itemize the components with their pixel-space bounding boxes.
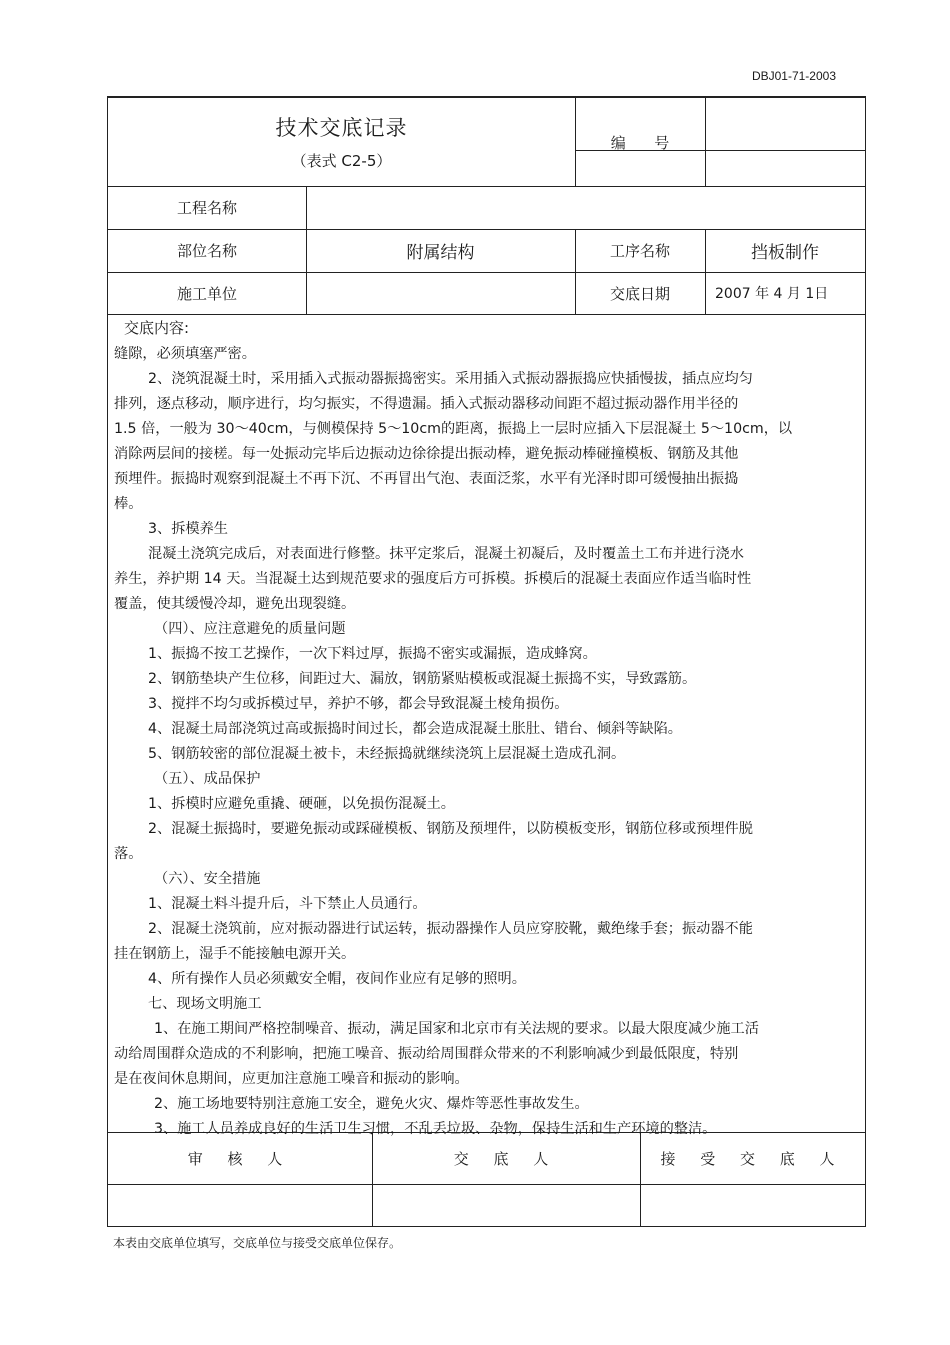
- content-body: [114, 342, 862, 1142]
- content-line: （六）、安全措施: [154, 871, 261, 887]
- content-line: 缝隙，必须填塞严密。: [114, 346, 256, 362]
- form-title: 技术交底记录: [275, 116, 408, 140]
- content-line: 2、混凝土振捣时，要避免振动或踩碰模板、钢筋及预埋件，以防模板变形，钢筋位移或预埋件脱: [148, 821, 753, 837]
- content-line: 挂在钢筋上，湿手不能接触电源开关。: [114, 946, 356, 962]
- disclosure-content: [114, 316, 862, 1142]
- divider: [108, 314, 865, 315]
- content-line: 2、钢筋垫块产生位移，间距过大、漏放，钢筋紧贴模板或混凝土振捣不实，导致露筋。: [148, 671, 697, 687]
- receiver-label: 接 受 交 底 人: [660, 1149, 845, 1168]
- content-line: 2、混凝土浇筑前，应对振动器进行试运转，振动器操作人员应穿胶靴，戴绝缘手套；振动器不能: [148, 921, 753, 937]
- number-field-2[interactable]: [705, 150, 865, 186]
- content-line: 1、在施工期间严格控制噪音、振动，满足国家和北京市有关法规的要求。以最大限度减少施工活: [154, 1021, 759, 1037]
- presenter-label: 交 底 人: [453, 1149, 559, 1168]
- footnote: 本表由交底单位填写，交底单位与接受交底单位保存。: [113, 1236, 402, 1250]
- content-line: 落。: [114, 846, 143, 862]
- content-line: 排列，逐点移动，顺序进行，均匀振实，不得遗漏。插入式振动器移动间距不超过振动器作用半径的: [114, 396, 739, 412]
- content-line: 1.5 倍，一般为 30～40cm，与侧模保持 5～10cm的距离，振捣上一层时应插入下层混凝土 5～10cm，以: [114, 421, 793, 437]
- content-line: 是在夜间休息期间，应更加注意施工噪音和振动的影响。: [114, 1071, 469, 1087]
- part-name-label: 部位名称: [176, 242, 237, 260]
- project-name-label: 工程名称: [176, 199, 237, 217]
- content-line: （四）、应注意避免的质量问题: [154, 621, 346, 637]
- standard-code: DBJ01-71-2003: [751, 69, 836, 83]
- content-line: 3、施工人员养成良好的生活卫生习惯，不乱丢垃圾、杂物，保持生活和生产环境的整洁。: [154, 1121, 717, 1137]
- content-line: 覆盖，使其缓慢冷却，避免出现裂缝。: [114, 596, 356, 612]
- process-name-label: 工序名称: [609, 242, 670, 260]
- content-line: 预埋件。振捣时观察到混凝土不再下沉、不再冒出气泡、表面泛浆，水平有光泽时即可缓慢抽出振捣: [114, 471, 739, 487]
- date-label: 交底日期: [609, 284, 670, 303]
- presenter-signature-field[interactable]: [372, 1184, 640, 1227]
- content-line: 5、钢筋较密的部位混凝土被卡，未经振捣就继续浇筑上层混凝土造成孔洞。: [148, 746, 626, 762]
- content-line: 养生，养护期 14 天。当混凝土达到规范要求的强度后方可拆模。拆模后的混凝土表面应作适当临时性: [114, 571, 752, 587]
- technical-disclosure-form: [107, 96, 866, 1227]
- content-line: 消除两层间的接槎。每一处振动完毕后边振动边徐徐提出振动棒，避免振动棒碰撞模板、钢筋及其他: [114, 446, 739, 462]
- content-line: 3、拆模养生: [148, 521, 228, 537]
- content-line: （五）、成品保护: [154, 771, 261, 787]
- content-line: 4、所有操作人员必须戴安全帽，夜间作业应有足够的照明。: [148, 971, 526, 987]
- content-line: 动给周围群众造成的不利影响，把施工噪音、振动给周围群众带来的不利影响减少到最低限度，特别: [114, 1046, 739, 1062]
- contractor-label: 施工单位: [176, 284, 237, 303]
- number-label: 编 号: [610, 133, 670, 152]
- content-line: 七、现场文明施工: [148, 996, 262, 1012]
- content-line: 1、振捣不按工艺操作，一次下料过厚，振捣不密实或漏振，造成蜂窝。: [148, 646, 597, 662]
- content-label: 交底内容:: [124, 319, 190, 337]
- content-line: 1、拆模时应避免重撬、硬砸，以免损伤混凝土。: [148, 796, 455, 812]
- process-name-value[interactable]: 挡板制作: [751, 243, 819, 263]
- part-name-value[interactable]: 附属结构: [406, 243, 475, 263]
- date-value[interactable]: 2007 年 4 月 1日: [715, 286, 829, 302]
- reviewer-signature-field[interactable]: [108, 1184, 372, 1227]
- project-name-field[interactable]: [306, 186, 865, 229]
- content-line: 混凝土浇筑完成后，对表面进行修整。抹平定浆后，混凝土初凝后，及时覆盖土工布并进行浇水: [148, 546, 744, 562]
- receiver-signature-field[interactable]: [640, 1184, 865, 1227]
- content-line: 棒。: [114, 496, 143, 512]
- contractor-field[interactable]: [306, 272, 575, 314]
- content-line: 1、混凝土料斗提升后，斗下禁止人员通行。: [148, 896, 427, 912]
- content-line: 2、施工场地要特别注意施工安全，避免火灾、爆炸等恶性事故发生。: [154, 1096, 589, 1112]
- form-subtitle: （表式 C2-5）: [291, 152, 392, 170]
- reviewer-label: 审 核 人: [187, 1149, 293, 1168]
- content-line: 3、搅拌不均匀或拆模过早，养护不够，都会导致混凝土棱角损伤。: [148, 696, 569, 712]
- content-line: 2、浇筑混凝土时，采用插入式振动器振捣密实。采用插入式振动器振捣应快插慢拔，插点应均匀: [148, 371, 753, 387]
- content-line: 4、混凝土局部浇筑过高或振捣时间过长，都会造成混凝土胀肚、错台、倾斜等缺陷。: [148, 721, 682, 737]
- number-field-1[interactable]: [705, 98, 865, 150]
